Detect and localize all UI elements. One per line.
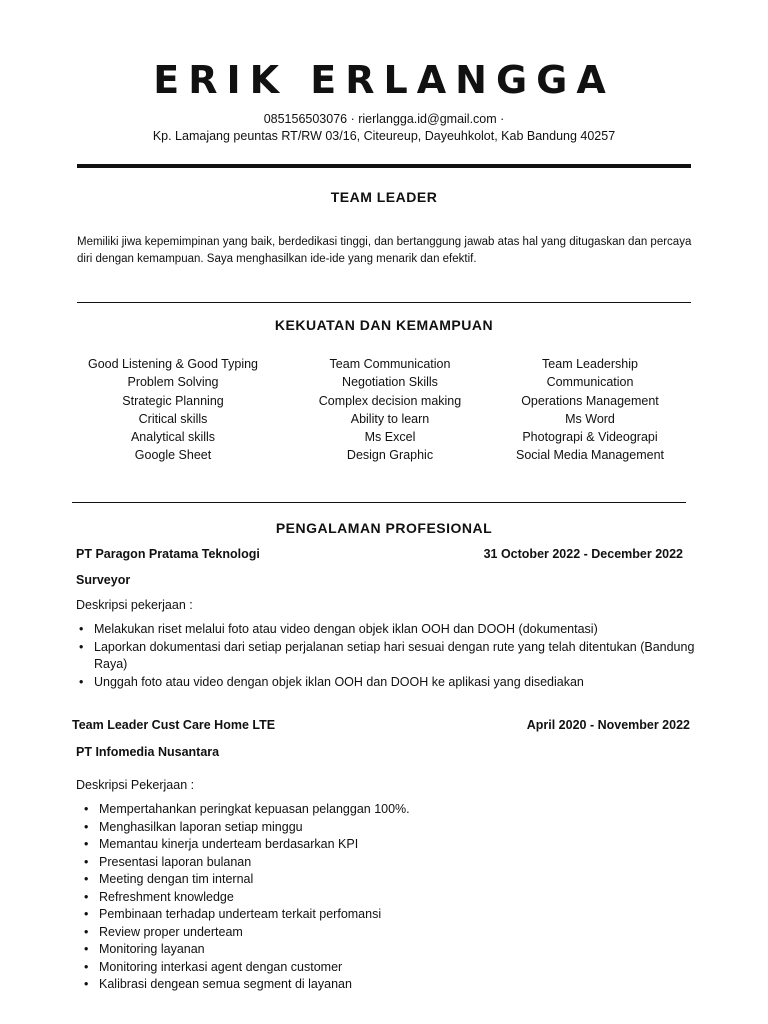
- skill-item: Critical skills: [138, 411, 208, 426]
- list-item: • Mempertahankan peringkat kepuasan pelanggan 100%.: [81, 801, 681, 819]
- skills-column-3: [475, 355, 705, 465]
- experience-heading: PENGALAMAN PROFESIONAL: [275, 520, 493, 536]
- address: Kp. Lamajang peuntas RT/RW 03/16, Citeureup, Dayeuhkolot, Kab Bandung 40257: [152, 129, 616, 143]
- skill-item: Strategic Planning: [122, 393, 224, 408]
- job2-bullet-list: [81, 801, 681, 994]
- skills-column-1: [58, 355, 288, 465]
- skills-heading: KEKUATAN DAN KEMAMPUAN: [274, 317, 494, 333]
- list-item: • Pembinaan terhadap underteam terkait perfomansi: [81, 906, 681, 924]
- summary-heading: TEAM LEADER: [330, 189, 438, 205]
- skill-item: Negotiation Skills: [342, 375, 438, 390]
- skill-item: Team Communication: [329, 357, 451, 371]
- contact-line: 085156503076 · rierlangga.id@gmail.com ·: [263, 112, 505, 126]
- list-item: • Refreshment knowledge: [81, 889, 681, 907]
- candidate-name: ERIK ERLANGGA: [153, 58, 615, 102]
- job1-dates: 31 October 2022 - December 2022: [483, 547, 683, 561]
- list-item: • Memantau kinerja underteam berdasarkan KPI: [81, 836, 681, 854]
- skill-item: Ability to learn: [350, 411, 430, 426]
- list-item: • Monitoring interkasi agent dengan customer: [81, 959, 681, 977]
- skills-column-2: [275, 355, 505, 465]
- header-divider: [77, 164, 691, 168]
- job2-dates: April 2020 - November 2022: [526, 718, 690, 732]
- skill-item: Photograpi & Videograpi: [522, 430, 658, 445]
- list-item: • Unggah foto atau video dengan objek iklan OOH dan DOOH ke aplikasi yang disediakan: [76, 674, 696, 692]
- skill-item: Complex decision making: [318, 393, 462, 408]
- job2-company: PT Infomedia Nusantara: [76, 745, 220, 759]
- summary-text: Memiliki jiwa kepemimpinan yang baik, berdedikasi tinggi, dan bertanggung jawab atas hal yang ditugaskan dan percaya diri dengan kemampuan. Saya menghasilkan ide-ide yang menarik dan efektif.: [77, 236, 692, 265]
- job1-company: PT Paragon Pratama Teknologi: [76, 547, 260, 561]
- list-item: • Monitoring layanan: [81, 941, 681, 959]
- job1-bullet-list: [76, 621, 696, 691]
- skill-item: Ms Word: [565, 411, 615, 426]
- skill-item: Problem Solving: [127, 375, 219, 390]
- list-item: • Meeting dengan tim internal: [81, 871, 681, 889]
- skill-item: Google Sheet: [134, 448, 212, 463]
- job1-role: Surveyor: [76, 573, 131, 587]
- skill-item: Team Leadership: [542, 357, 638, 371]
- skill-item: Operations Management: [521, 393, 659, 408]
- list-item: • Melakukan riset melalui foto atau video dengan objek iklan OOH dan DOOH (dokumentasi): [76, 621, 696, 639]
- skill-item: Design Graphic: [346, 448, 434, 463]
- list-item: • Laporkan dokumentasi dari setiap perjalanan setiap hari sesuai dengan rute yang telah ditentukan (Bandung Raya): [76, 639, 696, 674]
- section-divider: [77, 302, 691, 303]
- skill-item: Analytical skills: [130, 430, 216, 445]
- job2-role: Team Leader Cust Care Home LTE: [72, 718, 276, 732]
- list-item: • Review proper underteam: [81, 924, 681, 942]
- list-item: • Presentasi laporan bulanan: [81, 854, 681, 872]
- list-item: • Menghasilkan laporan setiap minggu: [81, 819, 681, 837]
- list-item: • Kalibrasi dengean semua segment di layanan: [81, 976, 681, 994]
- job1-description-label: Deskripsi pekerjaan :: [76, 598, 193, 612]
- skill-item: Social Media Management: [516, 448, 664, 463]
- job2-description-label: Deskripsi Pekerjaan :: [76, 778, 195, 792]
- skill-item: Good Listening & Good Typing: [87, 357, 259, 371]
- section-divider: [72, 502, 686, 503]
- skill-item: Ms Excel: [364, 430, 416, 445]
- skill-item: Communication: [546, 375, 634, 390]
